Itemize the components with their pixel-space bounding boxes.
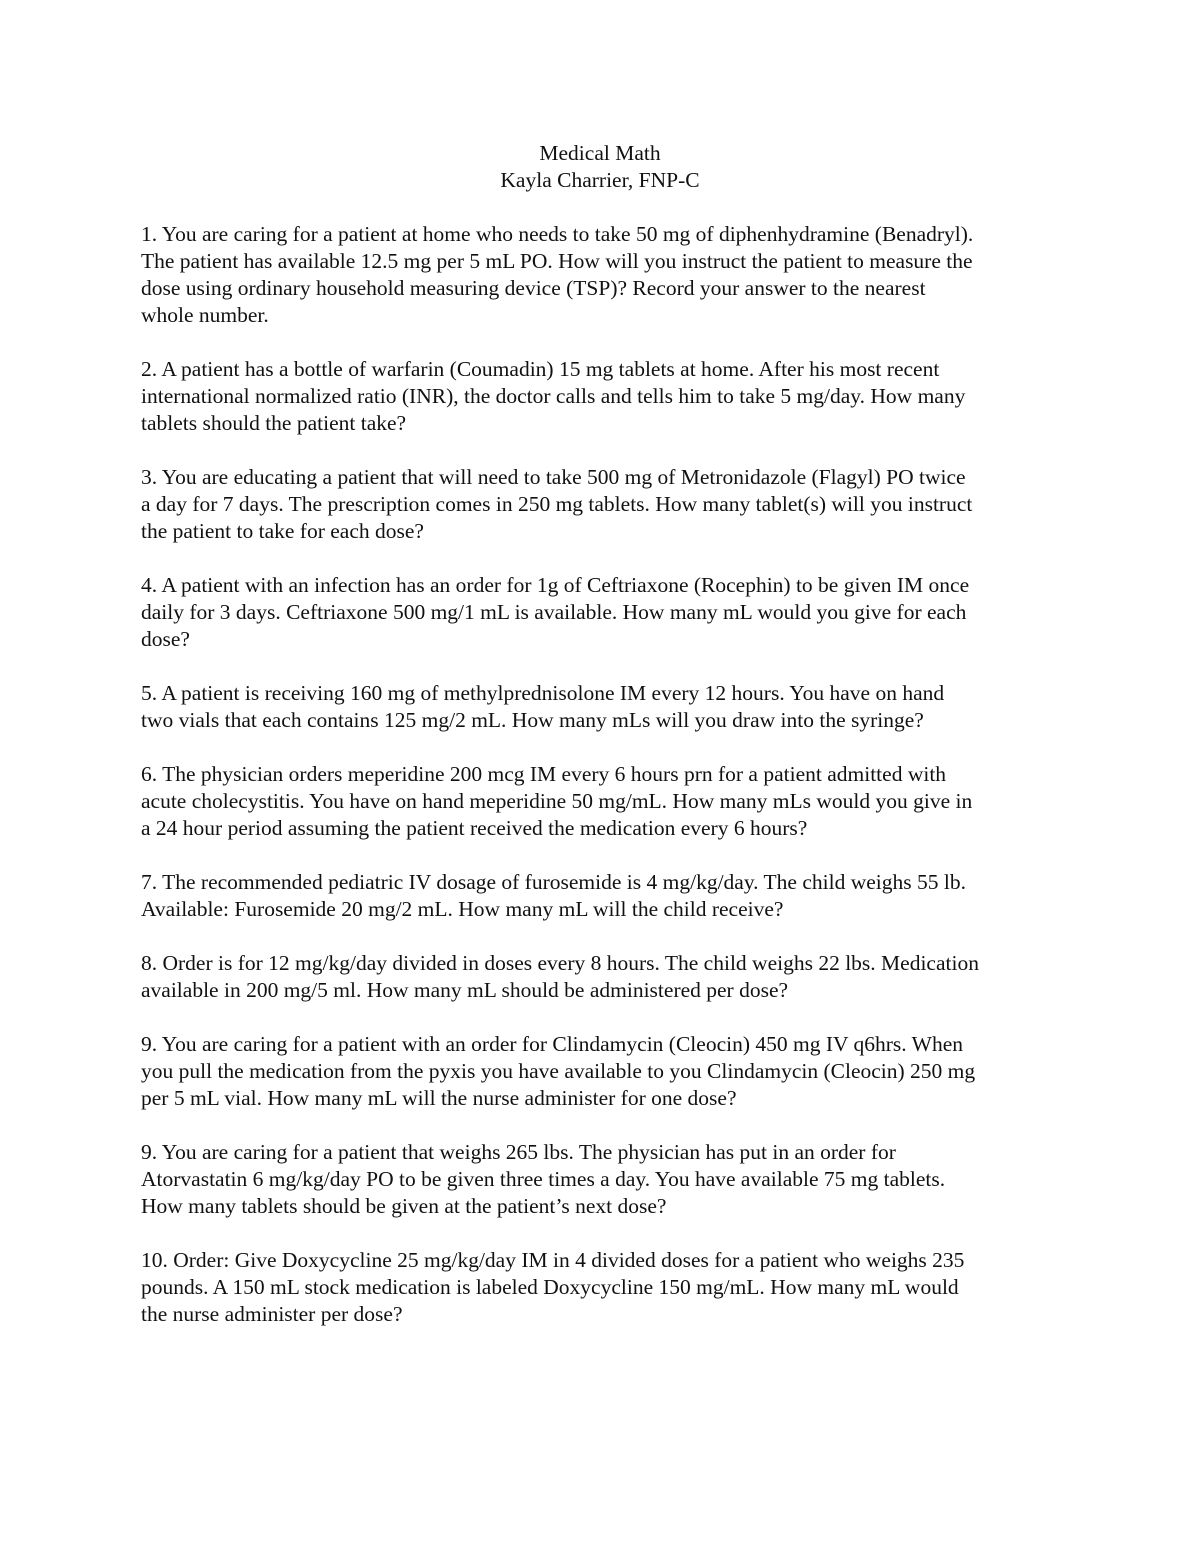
- question-line: 2. A patient has a bottle of warfarin (Coumadin) 15 mg tablets at home. After his most recent: [141, 357, 940, 381]
- question-list: [141, 221, 1081, 1355]
- question-9: [141, 1031, 1081, 1112]
- question-line: a day for 7 days. The prescription comes in 250 mg tablets. How many tablet(s) will you instruct: [141, 492, 973, 516]
- question-9b: [141, 1139, 1081, 1220]
- question-10: [141, 1247, 1081, 1328]
- question-line: dose?: [141, 627, 190, 651]
- question-line: 3. You are educating a patient that will need to take 500 mg of Metronidazole (Flagyl) PO twice: [141, 465, 966, 489]
- question-2: [141, 356, 1081, 437]
- question-1: [141, 221, 1081, 329]
- question-line: tablets should the patient take?: [141, 411, 407, 435]
- question-line: 5. A patient is receiving 160 mg of methylprednisolone IM every 12 hours. You have on hand: [141, 681, 945, 705]
- question-line: 1. You are caring for a patient at home who needs to take 50 mg of diphenhydramine (Benadryl).: [141, 222, 974, 246]
- question-line: pounds. A 150 mL stock medication is labeled Doxycycline 150 mg/mL. How many mL would: [141, 1275, 959, 1299]
- question-line: acute cholecystitis. You have on hand meperidine 50 mg/mL. How many mLs would you give in: [141, 789, 973, 813]
- question-line: 6. The physician orders meperidine 200 mcg IM every 6 hours prn for a patient admitted with: [141, 762, 947, 786]
- question-line: 8. Order is for 12 mg/kg/day divided in doses every 8 hours. The child weighs 22 lbs. Medication: [141, 951, 979, 975]
- question-4: [141, 572, 1081, 653]
- question-line: The patient has available 12.5 mg per 5 mL PO. How will you instruct the patient to measure the: [141, 249, 973, 273]
- document-title: Medical Math: [539, 141, 661, 165]
- question-6: [141, 761, 1081, 842]
- question-line: available in 200 mg/5 ml. How many mL should be administered per dose?: [141, 978, 789, 1002]
- question-line: the patient to take for each dose?: [141, 519, 424, 543]
- question-line: whole number.: [141, 303, 269, 327]
- question-line: 9. You are caring for a patient that weighs 265 lbs. The physician has put in an order for: [141, 1140, 896, 1164]
- document-header: [0, 140, 1200, 194]
- question-line: 4. A patient with an infection has an order for 1g of Ceftriaxone (Rocephin) to be given IM once: [141, 573, 970, 597]
- question-3: [141, 464, 1081, 545]
- question-line: Available: Furosemide 20 mg/2 mL. How many mL will the child receive?: [141, 897, 784, 921]
- question-line: per 5 mL vial. How many mL will the nurse administer for one dose?: [141, 1086, 737, 1110]
- question-5: [141, 680, 1081, 734]
- question-line: daily for 3 days. Ceftriaxone 500 mg/1 mL is available. How many mL would you give for each: [141, 600, 967, 624]
- question-8: [141, 950, 1081, 1004]
- question-line: Atorvastatin 6 mg/kg/day PO to be given three times a day. You have available 75 mg tablets.: [141, 1167, 946, 1191]
- document-author: Kayla Charrier, FNP-C: [500, 168, 700, 192]
- question-line: 10. Order: Give Doxycycline 25 mg/kg/day IM in 4 divided doses for a patient who weighs 235: [141, 1248, 965, 1272]
- question-line: 7. The recommended pediatric IV dosage of furosemide is 4 mg/kg/day. The child weighs 55 lb.: [141, 870, 966, 894]
- question-line: a 24 hour period assuming the patient received the medication every 6 hours?: [141, 816, 808, 840]
- question-line: 9. You are caring for a patient with an order for Clindamycin (Cleocin) 450 mg IV q6hrs. When: [141, 1032, 963, 1056]
- question-line: the nurse administer per dose?: [141, 1302, 403, 1326]
- question-line: two vials that each contains 125 mg/2 mL. How many mLs will you draw into the syringe?: [141, 708, 924, 732]
- question-line: How many tablets should be given at the patient’s next dose?: [141, 1194, 667, 1218]
- question-line: dose using ordinary household measuring device (TSP)? Record your answer to the nearest: [141, 276, 926, 300]
- question-7: [141, 869, 1081, 923]
- question-line: you pull the medication from the pyxis you have available to you Clindamycin (Cleocin) 250 mg: [141, 1059, 976, 1083]
- question-line: international normalized ratio (INR), the doctor calls and tells him to take 5 mg/day. How many: [141, 384, 966, 408]
